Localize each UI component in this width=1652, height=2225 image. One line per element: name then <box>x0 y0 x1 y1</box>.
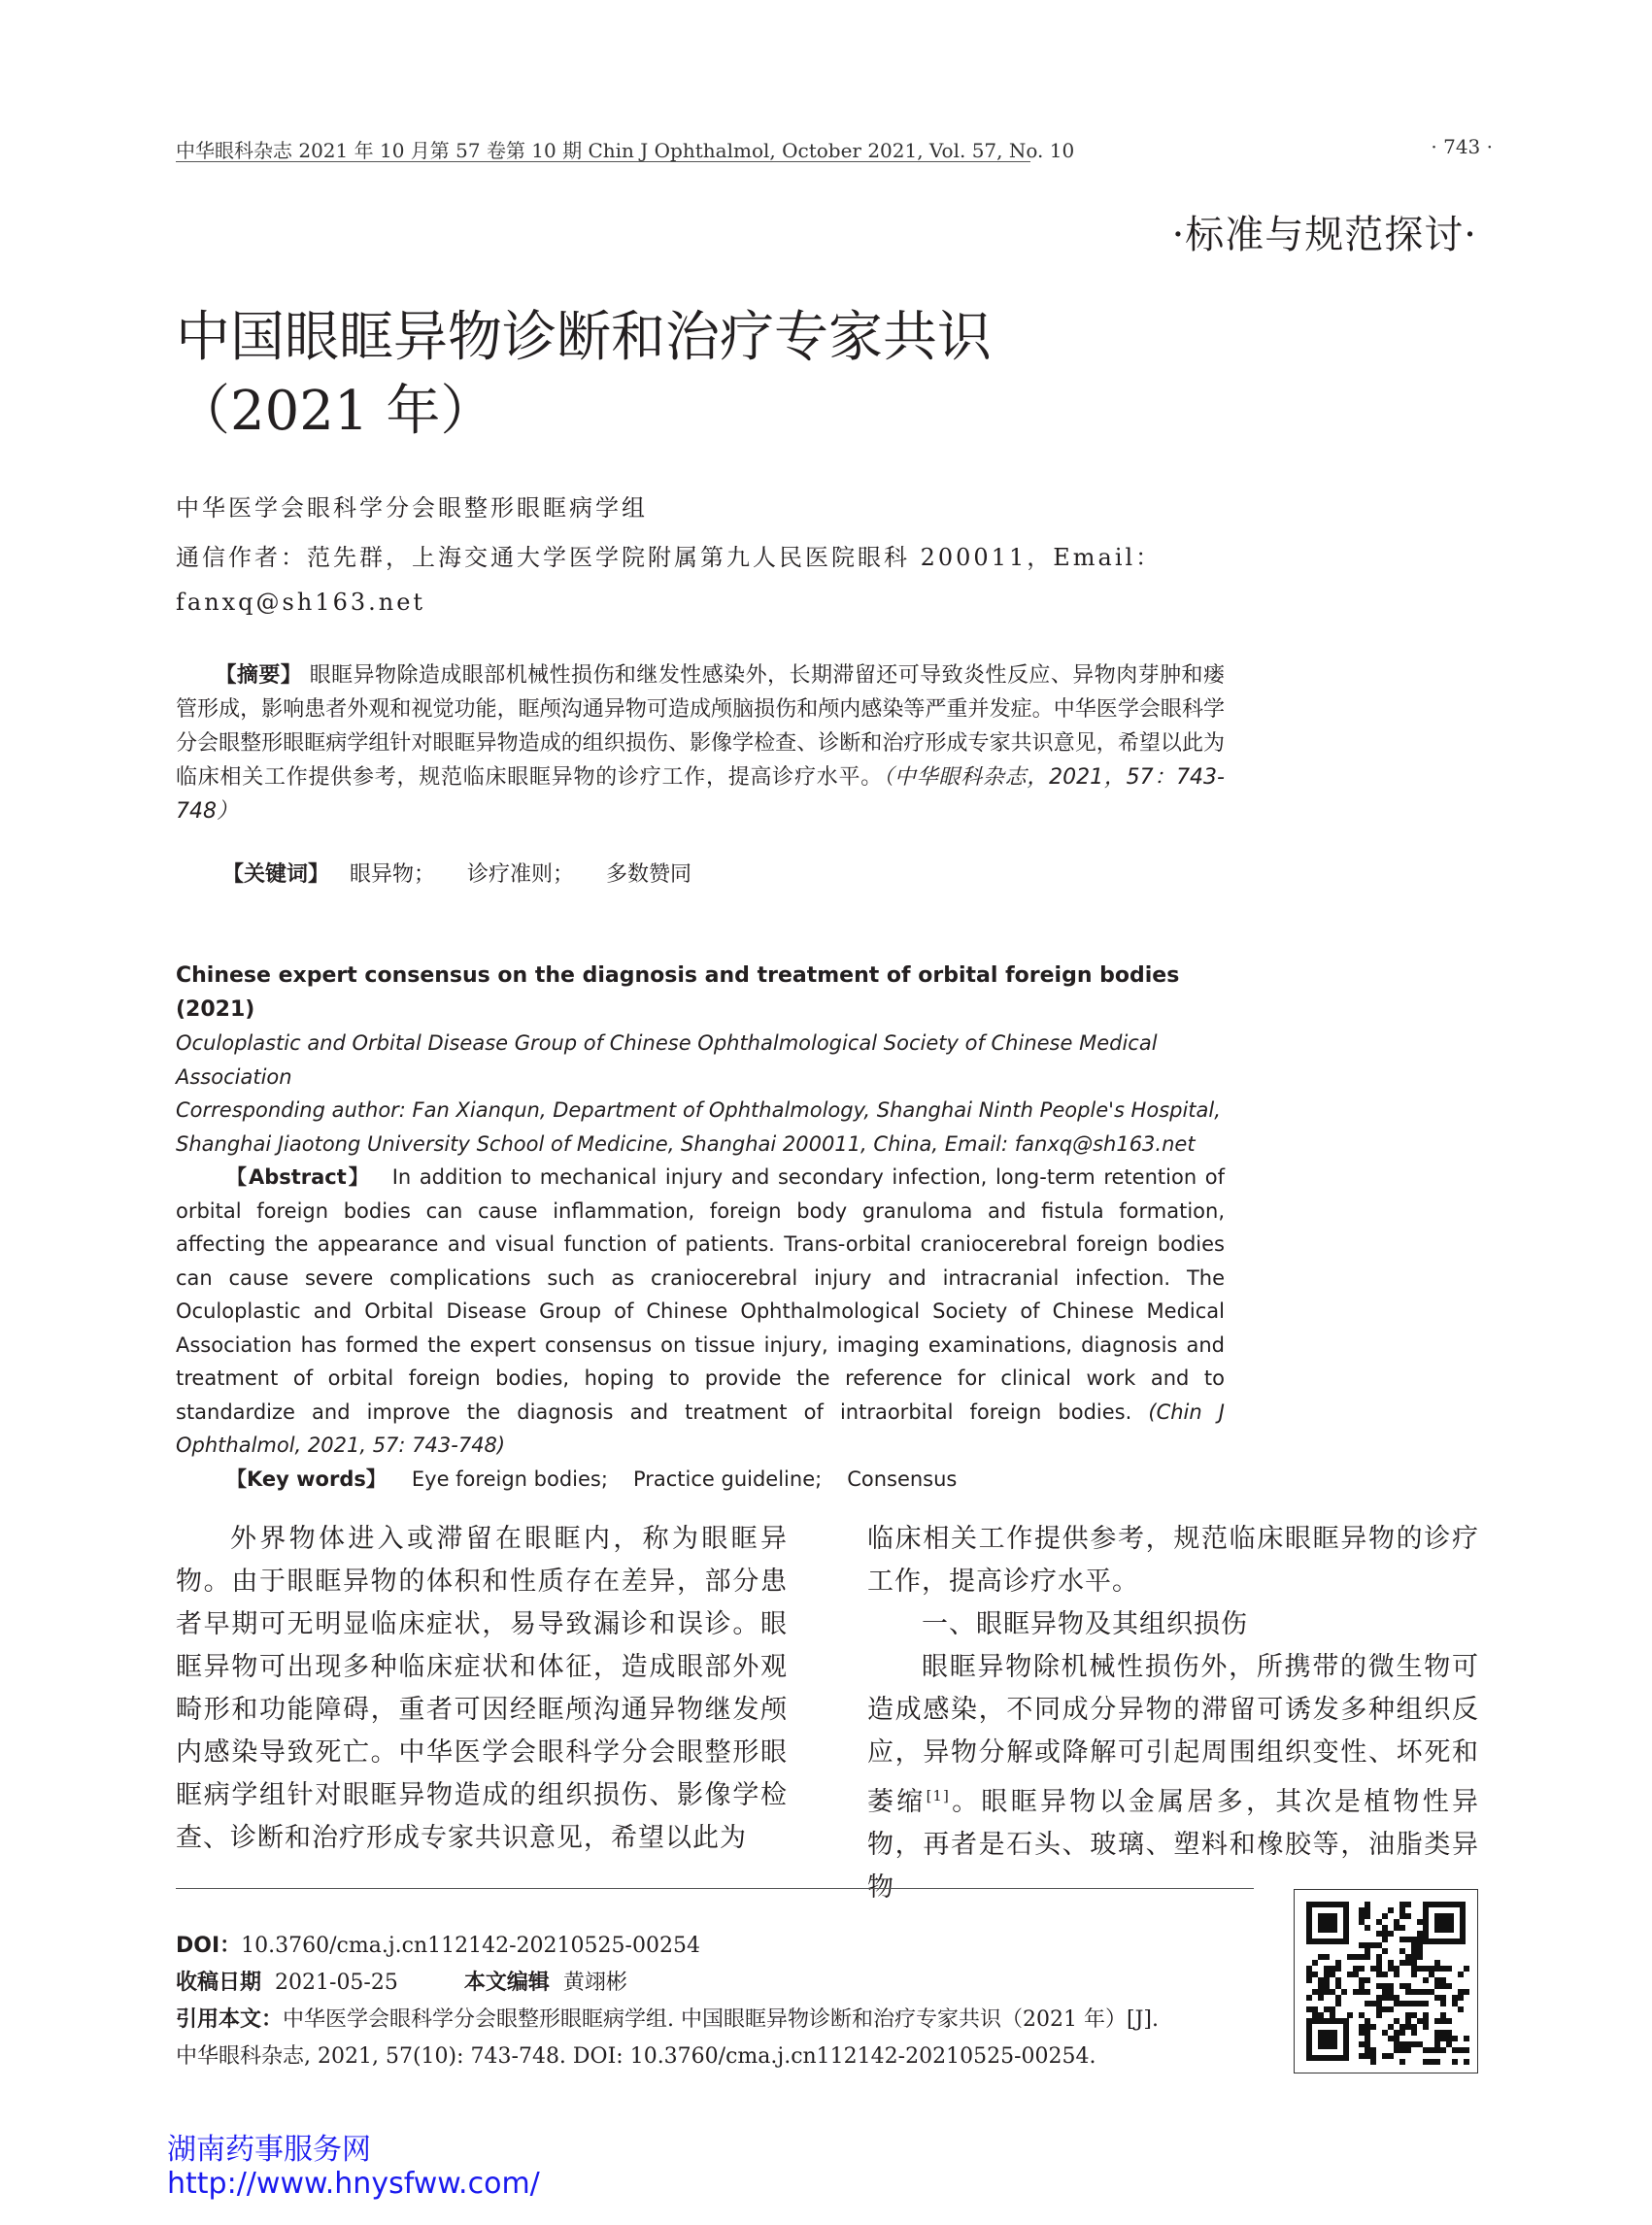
qr-module <box>1446 2030 1452 2036</box>
qr-module <box>1353 1954 1359 1960</box>
qr-module <box>1365 2018 1370 2024</box>
qr-module <box>1359 1913 1365 1919</box>
qr-module <box>1417 1937 1423 1942</box>
qr-module <box>1382 1925 1388 1931</box>
qr-module <box>1376 1960 1382 1966</box>
qr-module <box>1434 1977 1440 1983</box>
qr-module <box>1399 1925 1405 1931</box>
qr-module <box>1446 2041 1452 2047</box>
qr-module <box>1359 1966 1365 1972</box>
qr-module <box>1388 1966 1394 1972</box>
watermark <box>167 2133 540 2201</box>
qr-module <box>1417 2041 1423 2047</box>
qr-module <box>1318 1995 1324 2001</box>
qr-module <box>1318 1977 1324 1983</box>
qr-module <box>1359 1989 1365 1995</box>
qr-module <box>1411 1954 1417 1960</box>
qr-module <box>1446 2018 1452 2024</box>
qr-code-icon[interactable] <box>1294 1889 1478 2073</box>
qr-module <box>1306 2006 1312 2012</box>
qr-module <box>1359 2041 1365 2047</box>
cite-text: 中华医学会眼科学分会眼整形眼眶病学组. 中国眼眶异物诊断和治疗专家共识（2021 年）[J]. <box>283 2007 1159 2032</box>
qr-module <box>1452 2036 1458 2041</box>
qr-module <box>1434 1966 1440 1972</box>
qr-module <box>1429 1989 1434 1995</box>
qr-module <box>1411 1942 1417 1948</box>
qr-module <box>1417 1966 1423 1972</box>
qr-module <box>1382 1948 1388 1954</box>
qr-module <box>1417 1919 1423 1925</box>
qr-module <box>1417 2018 1423 2024</box>
qr-module <box>1359 1907 1365 1913</box>
qr-module <box>1405 2041 1411 2047</box>
qr-module <box>1452 2001 1458 2006</box>
english-abstract-citation: (Chin J Ophthalmol, 2021, 57: 743-748) <box>176 1399 1225 1457</box>
page-number: · 743 · <box>1431 135 1493 158</box>
qr-module <box>1411 1937 1417 1942</box>
qr-module <box>1330 1966 1335 1972</box>
qr-module <box>1440 1966 1446 1972</box>
qr-module <box>1318 1954 1324 1960</box>
qr-module <box>1376 1995 1382 2001</box>
body-column-left <box>176 1518 788 1860</box>
qr-module <box>1434 2018 1440 2024</box>
qr-module <box>1417 1954 1423 1960</box>
qr-module <box>1388 1931 1394 1937</box>
qr-module <box>1359 2053 1365 2059</box>
qr-module <box>1434 1983 1440 1989</box>
qr-module <box>1417 1948 1423 1954</box>
qr-module <box>1458 1989 1464 1995</box>
qr-module <box>1365 2030 1370 2036</box>
qr-module <box>1405 1913 1411 1919</box>
qr-module <box>1376 1919 1382 1925</box>
qr-module <box>1452 2047 1458 2053</box>
qr-module <box>1434 2030 1440 2036</box>
qr-module <box>1335 2001 1341 2006</box>
author-organization: 中华医学会眼科学分会眼整形眼眶病学组 <box>176 494 648 522</box>
qr-module <box>1376 1942 1382 1948</box>
qr-module <box>1405 2012 1411 2018</box>
body-column-right <box>867 1518 1479 1909</box>
qr-module <box>1440 2047 1446 2053</box>
qr-module <box>1399 1913 1405 1919</box>
qr-module <box>1464 2036 1469 2041</box>
watermark-url[interactable]: http://www.hnysfww.com/ <box>167 2167 540 2201</box>
qr-module <box>1405 2047 1411 2053</box>
qr-module <box>1429 2047 1434 2053</box>
qr-module <box>1312 2006 1318 2012</box>
qr-module <box>1324 2006 1330 2012</box>
qr-module <box>1440 2030 1446 2036</box>
qr-module <box>1399 2059 1405 2065</box>
qr-module <box>1411 1989 1417 1995</box>
qr-module <box>1399 1902 1405 1907</box>
qr-module <box>1318 1983 1324 1989</box>
qr-module <box>1382 1931 1388 1937</box>
doi-line <box>176 1928 1159 1965</box>
qr-module <box>1394 1925 1399 1931</box>
qr-module <box>1399 1948 1405 1954</box>
qr-module <box>1388 2036 1394 2041</box>
qr-module <box>1359 1983 1365 1989</box>
qr-module <box>1405 2024 1411 2030</box>
english-keyword: Consensus <box>847 1466 958 1491</box>
keywords-chinese <box>176 858 691 888</box>
qr-module <box>1399 2001 1405 2006</box>
qr-module <box>1335 1983 1341 1989</box>
qr-module <box>1411 2001 1417 2006</box>
qr-module <box>1382 1937 1388 1942</box>
english-keywords <box>176 1463 1225 1497</box>
qr-module <box>1382 2006 1388 2012</box>
qr-module <box>1353 1989 1359 1995</box>
qr-module <box>1411 2030 1417 2036</box>
corresponding-author <box>176 535 1225 624</box>
qr-module <box>1394 2018 1399 2024</box>
qr-module <box>1405 2018 1411 2024</box>
qr-module <box>1365 1907 1370 1913</box>
qr-module <box>1394 1972 1399 1977</box>
qr-module <box>1434 2041 1440 2047</box>
title-line-2: （2021 年） <box>176 380 495 443</box>
qr-module <box>1434 2036 1440 2041</box>
qr-module <box>1405 1983 1411 1989</box>
qr-module <box>1423 1977 1429 1983</box>
qr-module <box>1464 2047 1469 2053</box>
qr-module <box>1405 1989 1411 1995</box>
qr-module <box>1306 1972 1312 1977</box>
qr-module <box>1411 1960 1417 1966</box>
qr-module <box>1365 2036 1370 2041</box>
qr-module <box>1423 2012 1429 2018</box>
english-abstract-block <box>176 960 1225 1496</box>
qr-module <box>1365 1942 1370 1948</box>
qr-module <box>1388 2006 1394 2012</box>
body-text: 眼眶异物除机械性损伤外，所携带的微生物可造成感染，不同成分异物的滞留可诱发多种组织反应，异物分解或降解可引起周围组织变性、坏死和萎缩 <box>867 1652 1479 1817</box>
qr-module <box>1370 2001 1376 2006</box>
qr-module <box>1440 2018 1446 2024</box>
qr-module <box>1335 1960 1341 1966</box>
qr-module <box>1423 2018 1429 2024</box>
body-text: 。眼眶异物以金属居多，其次是植物性异物，再者是石头、玻璃、塑料和橡胶等，油脂类异物 <box>867 1787 1480 1903</box>
qr-module <box>1335 1995 1341 2001</box>
qr-module <box>1458 1972 1464 1977</box>
qr-module <box>1382 1995 1388 2001</box>
qr-module <box>1324 1966 1330 1972</box>
abstract-citation: （中华眼科杂志，2021，57：743-748） <box>176 765 1225 824</box>
qr-module <box>1399 2030 1405 2036</box>
qr-module <box>1388 2024 1394 2030</box>
qr-module <box>1394 1919 1399 1925</box>
qr-module <box>1429 1972 1434 1977</box>
qr-module <box>1458 2047 1464 2053</box>
qr-module <box>1394 1966 1399 1972</box>
qr-module <box>1359 1977 1365 1983</box>
abstract-text: 眼眶异物除造成眼部机械性损伤和继发性感染外，长期滞留还可导致炎性反应、异物肉芽肿和瘘管形成，影响患者外观和视觉功能，眶颅沟通异物可造成颅脑损伤和颅内感染等严重并发症。中华医学会眼科学分会眼整形眼眶病学组针对眼眶异物造成的组织损伤、影像学检查、诊断和治疗形成专家共识意见，希望以此为临床相关工作提供参考，规范临床眼眶异物的诊疗工作，提高诊疗水平。 <box>176 663 1225 790</box>
qr-module <box>1452 2059 1458 2065</box>
qr-module <box>1394 2036 1399 2041</box>
qr-module <box>1359 2024 1365 2030</box>
qr-module <box>1376 1931 1382 1937</box>
qr-module <box>1370 2047 1376 2053</box>
qr-module <box>1376 2012 1382 2018</box>
qr-module <box>1365 2024 1370 2030</box>
doi-value[interactable]: 10.3760/cma.j.cn112142-20210525-00254 <box>241 1934 700 1958</box>
header-rule <box>176 161 1030 162</box>
qr-module <box>1394 2030 1399 2036</box>
english-group: Oculoplastic and Orbital Disease Group of Chinese Ophthalmological Society of Chinese Medical Association <box>176 1031 1158 1089</box>
footnotes <box>176 1928 1159 2075</box>
qr-module <box>1399 2024 1405 2030</box>
english-keywords-label: 【Key words】 <box>226 1466 387 1491</box>
abstract-chinese <box>176 658 1225 828</box>
qr-module <box>1388 1907 1394 1913</box>
qr-module <box>1440 1995 1446 2001</box>
qr-module <box>1353 1966 1359 1972</box>
qr-module <box>1434 2059 1440 2065</box>
qr-module <box>1388 1960 1394 1966</box>
received-line <box>176 1965 1159 2002</box>
qr-module <box>1388 1995 1394 2001</box>
keyword-item: 诊疗准则； <box>467 862 575 887</box>
qr-module <box>1318 2012 1324 2018</box>
qr-module <box>1423 2059 1429 2065</box>
qr-module <box>1376 1954 1382 1960</box>
qr-module <box>1388 2053 1394 2059</box>
qr-module <box>1365 1902 1370 1907</box>
qr-module <box>1365 2001 1370 2006</box>
qr-module <box>1312 1960 1318 1966</box>
qr-module <box>1417 1931 1423 1937</box>
qr-module <box>1394 1995 1399 2001</box>
qr-module <box>1312 1989 1318 1995</box>
qr-module <box>1365 1925 1370 1931</box>
body-paragraph <box>867 1646 1479 1909</box>
qr-module <box>1399 2047 1405 2053</box>
keywords-label: 【关键词】 <box>222 862 330 887</box>
english-abstract-label: 【Abstract】 <box>226 1165 371 1189</box>
body-paragraph: 外界物体进入或滞留在眼眶内，称为眼眶异物。由于眼眶异物的体积和性质存在差异，部分患者早期可无明显临床症状，易导致漏诊和误诊。眼眶异物可出现多种临床症状和体征，造成眼部外观畸形和功能障碍，重者可因经眶颅沟通异物继发颅内感染导致死亡。中华医学会眼科学分会眼整形眼眶病学组针对眼眶异物造成的组织损伤、影像学检查、诊断和治疗形成专家共识意见，希望以此为 <box>176 1524 788 1853</box>
qr-module <box>1405 1902 1411 1907</box>
qr-module <box>1434 2047 1440 2053</box>
qr-module <box>1411 2012 1417 2018</box>
qr-module <box>1370 2053 1376 2059</box>
keyword-item: 眼异物； <box>350 862 436 887</box>
qr-module <box>1341 1989 1347 1995</box>
qr-module <box>1312 1972 1318 1977</box>
qr-module <box>1376 1966 1382 1972</box>
qr-module <box>1399 2041 1405 2047</box>
abstract-label: 【摘要】 <box>215 663 303 688</box>
qr-module <box>1370 2059 1376 2065</box>
qr-module <box>1353 1972 1359 1977</box>
qr-module <box>1446 1966 1452 1972</box>
qr-module <box>1365 1954 1370 1960</box>
qr-module <box>1382 2030 1388 2036</box>
cite-label: 引用本文： <box>176 2007 284 2032</box>
qr-module <box>1382 1989 1388 1995</box>
editor-label: 本文编辑 <box>463 1971 550 1995</box>
qr-module <box>1388 1989 1394 1995</box>
qr-module <box>1417 1942 1423 1948</box>
keyword-item: 多数赞同 <box>606 862 692 887</box>
english-abstract <box>176 1161 1225 1463</box>
qr-module <box>1394 2047 1399 2053</box>
qr-module <box>1370 1942 1376 1948</box>
footnote-rule <box>176 1888 1254 1889</box>
qr-module <box>1440 2012 1446 2018</box>
qr-module <box>1399 1907 1405 1913</box>
qr-module <box>1417 2001 1423 2006</box>
qr-module <box>1440 1977 1446 1983</box>
qr-module <box>1312 2012 1318 2018</box>
qr-module <box>1376 2006 1382 2012</box>
qr-module <box>1440 2001 1446 2006</box>
qr-module <box>1335 1966 1341 1972</box>
qr-module <box>1382 1913 1388 1919</box>
article-title <box>176 301 992 449</box>
qr-module <box>1376 1972 1382 1977</box>
qr-module <box>1405 1960 1411 1966</box>
qr-module <box>1359 2012 1365 2018</box>
qr-module <box>1365 1913 1370 1919</box>
qr-module <box>1434 1960 1440 1966</box>
qr-module <box>1359 1954 1365 1960</box>
section-label: ·标准与规范探讨· <box>1171 213 1477 257</box>
corresponding-email: fanxq@sh163.net <box>176 589 426 616</box>
qr-module <box>1399 1960 1405 1966</box>
qr-module <box>1330 1972 1335 1977</box>
qr-module <box>1423 2024 1429 2030</box>
qr-module <box>1306 1966 1312 1972</box>
qr-module <box>1399 1937 1405 1942</box>
cite-line-2: 中华眼科杂志, 2021, 57(10): 743-748. DOI: 10.3760/cma.j.cn112142-20210525-00254. <box>176 2044 1096 2069</box>
qr-module <box>1417 1989 1423 1995</box>
qr-module <box>1464 1989 1469 1995</box>
qr-module <box>1423 2047 1429 2053</box>
corresponding-line-1: 通信作者：范先群，上海交通大学医学院附属第九人民医院眼科 200011，Email： <box>176 544 1163 571</box>
received-label: 收稿日期 <box>176 1971 262 1995</box>
qr-module <box>1365 1989 1370 1995</box>
qr-module <box>1376 2001 1382 2006</box>
qr-module <box>1365 1977 1370 1983</box>
qr-code-graphic <box>1295 1890 1477 2073</box>
qr-module <box>1382 1983 1388 1989</box>
qr-module <box>1365 2041 1370 2047</box>
qr-module <box>1306 1995 1312 2001</box>
qr-module <box>1440 1983 1446 1989</box>
qr-module <box>1411 1972 1417 1977</box>
qr-module <box>1388 1983 1394 1989</box>
reference-marker[interactable]: [1] <box>926 1787 950 1804</box>
running-header: 中华眼科杂志 2021 年 10 月第 57 卷第 10 期 Chin J Ophthalmol, October 2021, Vol. 57, No. 10 <box>176 139 1075 162</box>
qr-module <box>1464 2059 1469 2065</box>
qr-module <box>1382 2053 1388 2059</box>
doi-label: DOI： <box>176 1934 242 1958</box>
qr-module <box>1330 2012 1335 2018</box>
qr-module <box>1399 1983 1405 1989</box>
qr-module <box>1324 1972 1330 1977</box>
body-paragraph: 临床相关工作提供参考，规范临床眼眶异物的诊疗工作，提高诊疗水平。 <box>867 1524 1479 1597</box>
qr-module <box>1359 1919 1365 1925</box>
watermark-site-name: 湖南药事服务网 <box>167 2133 371 2167</box>
qr-module <box>1423 1966 1429 1972</box>
qr-module <box>1370 1966 1376 1972</box>
english-abstract-text: In addition to mechanical injury and secondary infection, long-term retention of orbital foreign bodies can cause inflammation, foreign body granuloma and fistula formation, affecting the appearance and visual function of patients. Trans-orbital craniocerebral foreign bodies can cause severe complications such as craniocerebral injury and intracranial infection. The Oculoplastic and Orbital Disease Group of Chinese Ophthalmological Society of Chinese Medical Association has formed the expert consensus on tissue injury, imaging examinations, diagnosis and treatment of orbital foreign bodies, hoping to provide the reference for clinical work and to standardize and improve the diagnosis and treatment of intraorbital foreign bodies. <box>176 1165 1225 1424</box>
qr-module <box>1324 1977 1330 1983</box>
qr-module <box>1411 2024 1417 2030</box>
qr-module <box>1423 2001 1429 2006</box>
qr-module <box>1446 2036 1452 2041</box>
qr-module <box>1318 1989 1324 1995</box>
qr-module <box>1382 1972 1388 1977</box>
qr-module <box>1365 1948 1370 1954</box>
qr-module <box>1405 1937 1411 1942</box>
qr-module <box>1324 1989 1330 1995</box>
english-keyword: Eye foreign bodies; <box>411 1466 608 1491</box>
qr-module <box>1458 2006 1464 2012</box>
qr-module <box>1324 1954 1330 1960</box>
qr-module <box>1458 1995 1464 2001</box>
qr-module <box>1347 1954 1353 1960</box>
qr-module <box>1452 1995 1458 2001</box>
section-heading: 一、眼眶异物及其组织损伤 <box>922 1609 1248 1639</box>
qr-module <box>1330 1989 1335 1995</box>
received-date: 2021-05-25 <box>275 1971 398 1995</box>
qr-module <box>1335 1977 1341 1983</box>
qr-module <box>1347 2012 1353 2018</box>
qr-module <box>1440 2036 1446 2041</box>
qr-module <box>1429 2059 1434 2065</box>
english-keyword: Practice guideline; <box>632 1466 823 1491</box>
english-title: Chinese expert consensus on the diagnosis and treatment of orbital foreign bodies (2021) <box>176 963 1180 1022</box>
qr-module <box>1365 2047 1370 2053</box>
qr-module <box>1347 1972 1353 1977</box>
qr-module <box>1365 2053 1370 2059</box>
qr-module <box>1423 1989 1429 1995</box>
qr-module <box>1394 2001 1399 2006</box>
qr-module <box>1411 2041 1417 2047</box>
qr-module <box>1376 1983 1382 1989</box>
qr-module <box>1434 1995 1440 2001</box>
editor-name: 黄翊彬 <box>562 1971 627 1995</box>
qr-module <box>1429 1966 1434 1972</box>
qr-module <box>1359 1942 1365 1948</box>
qr-module <box>1330 2006 1335 2012</box>
qr-module <box>1405 1954 1411 1960</box>
qr-module <box>1411 1966 1417 1972</box>
qr-module <box>1324 1983 1330 1989</box>
qr-module <box>1394 2041 1399 2047</box>
cite-line-1 <box>176 2002 1159 2039</box>
qr-module <box>1464 1966 1469 1972</box>
qr-module <box>1306 1977 1312 1983</box>
qr-module <box>1446 1983 1452 1989</box>
qr-module <box>1405 2001 1411 2006</box>
qr-module <box>1370 2024 1376 2030</box>
english-corresponding: Corresponding author: Fan Xianqun, Department of Ophthalmology, Shanghai Ninth People's Hospital, Shanghai Jiaotong University School of Medicine, Shanghai 200011, China, Email: fanxq@sh163.net <box>176 1098 1221 1156</box>
qr-module <box>1411 1948 1417 1954</box>
qr-module <box>1359 2030 1365 2036</box>
title-line-1: 中国眼眶异物诊断和治疗专家共识 <box>176 306 992 369</box>
